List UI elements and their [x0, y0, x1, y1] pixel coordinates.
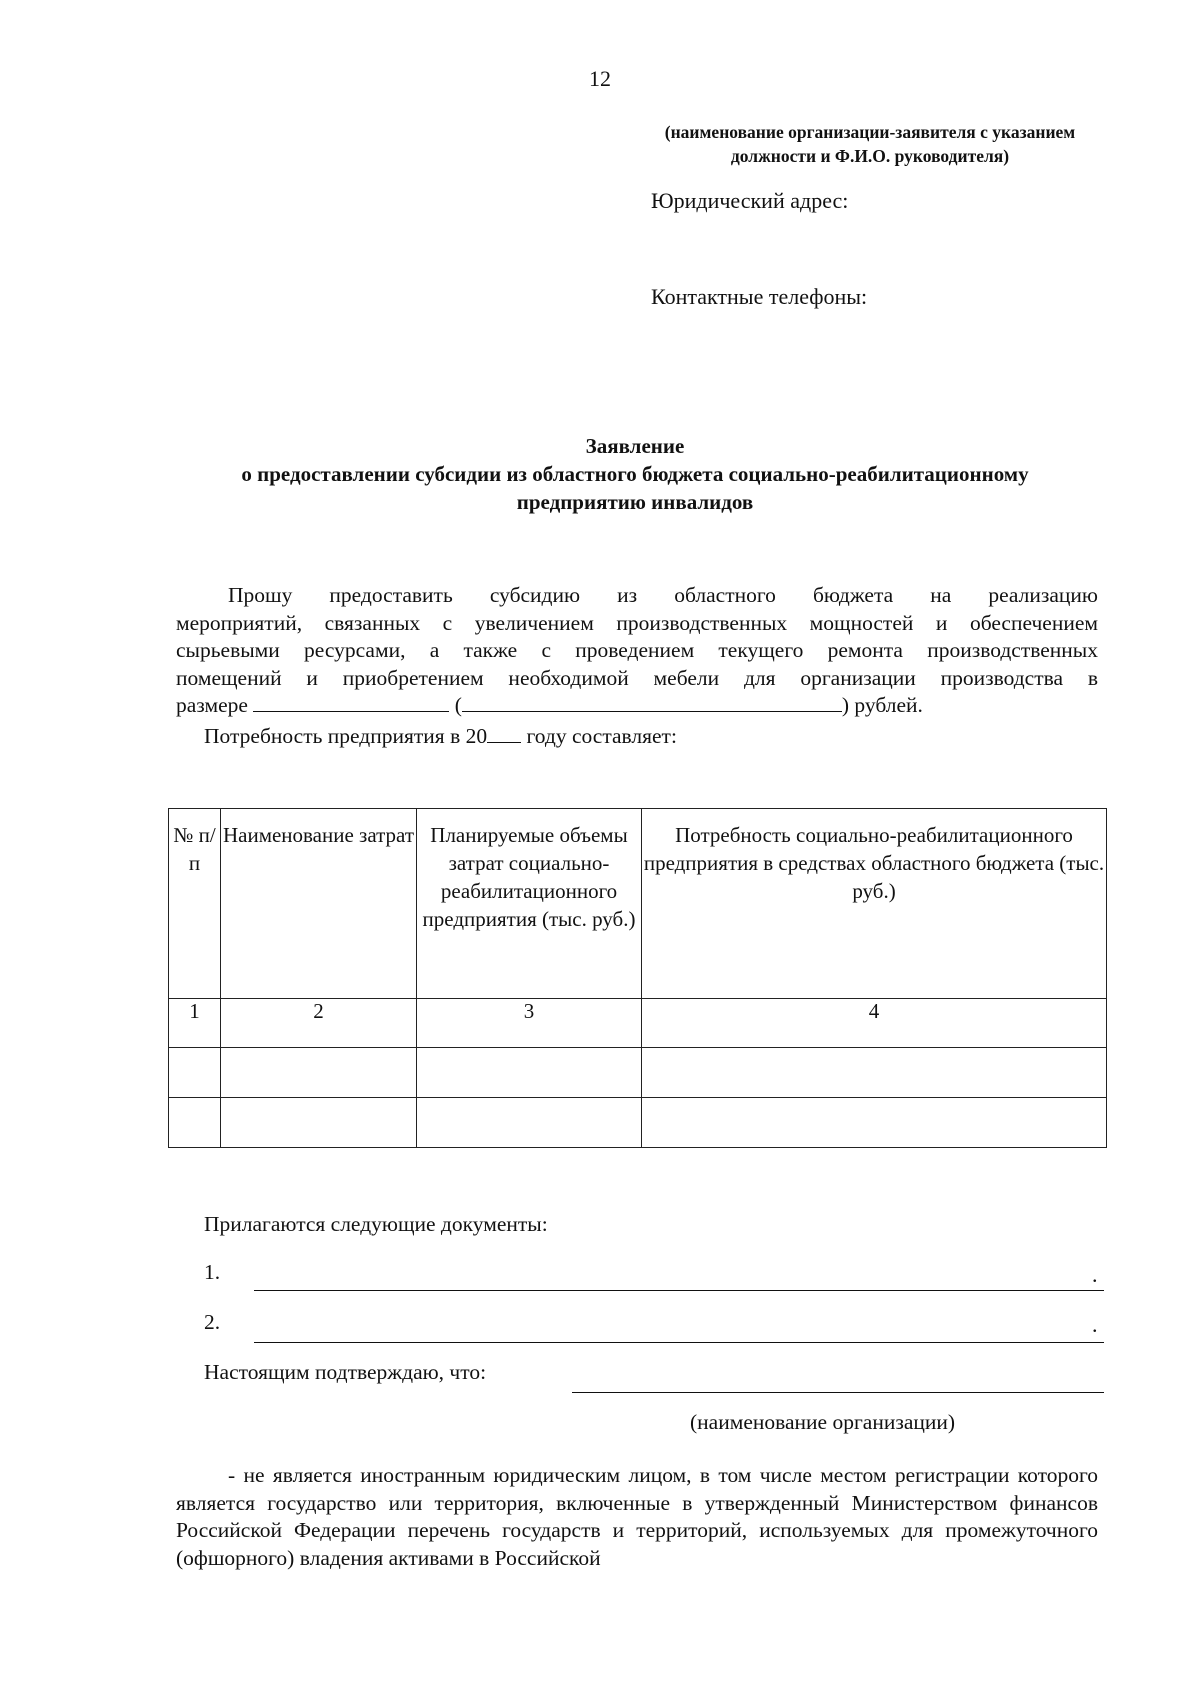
table-cell[interactable]	[169, 1048, 221, 1098]
need-line	[204, 724, 677, 749]
table-cell: 2	[221, 999, 417, 1048]
title-line: Заявление	[585, 434, 685, 458]
amount-suffix: ) рублей.	[841, 693, 923, 717]
request-line: помещений и приобретением необходимой мебели для организации производства в	[176, 665, 1098, 690]
attachment-line-1[interactable]	[254, 1290, 1104, 1291]
organization-name-caption: (наименование организации)	[690, 1410, 956, 1434]
amount-blank[interactable]	[253, 693, 449, 712]
org-caption-line: должности и Ф.И.О. руководителя)	[730, 146, 1010, 166]
table-cell[interactable]	[417, 1098, 642, 1148]
table-row	[169, 1048, 1107, 1098]
request-paragraph	[176, 582, 1098, 720]
table-cell: 3	[417, 999, 642, 1048]
costs-table	[168, 808, 1107, 1148]
attachments-label: Прилагаются следующие документы:	[204, 1212, 548, 1236]
table-cell: 1	[169, 999, 221, 1048]
confirmation-label: Настоящим подтверждаю, что:	[204, 1360, 487, 1384]
header-cost-name: Наименование затрат	[221, 809, 417, 999]
table-cell[interactable]	[642, 1048, 1107, 1098]
amount-prefix: размере	[176, 693, 248, 717]
table-cell[interactable]	[417, 1048, 642, 1098]
header-number: № п/п	[169, 809, 221, 999]
table-row	[169, 1098, 1107, 1148]
title-line: предприятию инвалидов	[516, 490, 754, 514]
open-paren: (	[454, 693, 462, 717]
table-cell[interactable]	[221, 1098, 417, 1148]
amount-line	[176, 692, 1098, 720]
attachment-dot: .	[1092, 1262, 1098, 1287]
header-budget-need: Потребность социально-реабилитационного предприятия в средствах областного бюджета (тыс. руб.)	[642, 809, 1107, 999]
table-cell: 4	[642, 999, 1107, 1048]
attachment-line-2[interactable]	[254, 1342, 1104, 1343]
table-header-row	[169, 809, 1107, 999]
table-cell[interactable]	[169, 1098, 221, 1148]
contact-phones-label: Контактные телефоны:	[651, 284, 868, 309]
request-line: мероприятий, связанных с увеличением производственных мощностей и обеспечением	[176, 610, 1098, 635]
confirmation-text: - не является иностранным юридическим лицом, в том числе местом регистрации которого является государство или территория, включенные в утвержденный Министерством финансов Российской Федерации перечень государств и территорий, используемых для промежуточного (офшорного) владения активами в Российской	[176, 1463, 1098, 1570]
organization-name-line[interactable]	[572, 1392, 1104, 1393]
year-blank[interactable]	[487, 724, 521, 743]
table-numbering-row	[169, 999, 1107, 1048]
attachment-number: 1.	[204, 1260, 221, 1284]
attachment-number: 2.	[204, 1310, 221, 1334]
legal-address-label: Юридический адрес:	[651, 188, 849, 213]
page-number: 12	[589, 66, 611, 91]
table-cell[interactable]	[642, 1098, 1107, 1148]
need-suffix: году составляет:	[521, 724, 677, 748]
document-title	[100, 432, 1170, 516]
table-cell[interactable]	[221, 1048, 417, 1098]
request-line: Прошу предоставить субсидию из областного бюджета на реализацию	[228, 583, 1098, 607]
amount-words-blank[interactable]	[462, 693, 842, 712]
org-caption	[640, 120, 1100, 168]
attachment-dot: .	[1092, 1312, 1098, 1337]
header-planned-volume: Планируемые объемы затрат социально-реабилитационного предприятия (тыс. руб.)	[417, 809, 642, 999]
org-caption-line: (наименование организации-заявителя с указанием	[664, 122, 1076, 142]
title-line: о предоставлении субсидии из областного бюджета социально-реабилитационному	[241, 462, 1029, 486]
need-prefix: Потребность предприятия в 20	[204, 724, 488, 748]
request-line: сырьевыми ресурсами, а также с проведением текущего ремонта производственных	[176, 638, 1098, 662]
